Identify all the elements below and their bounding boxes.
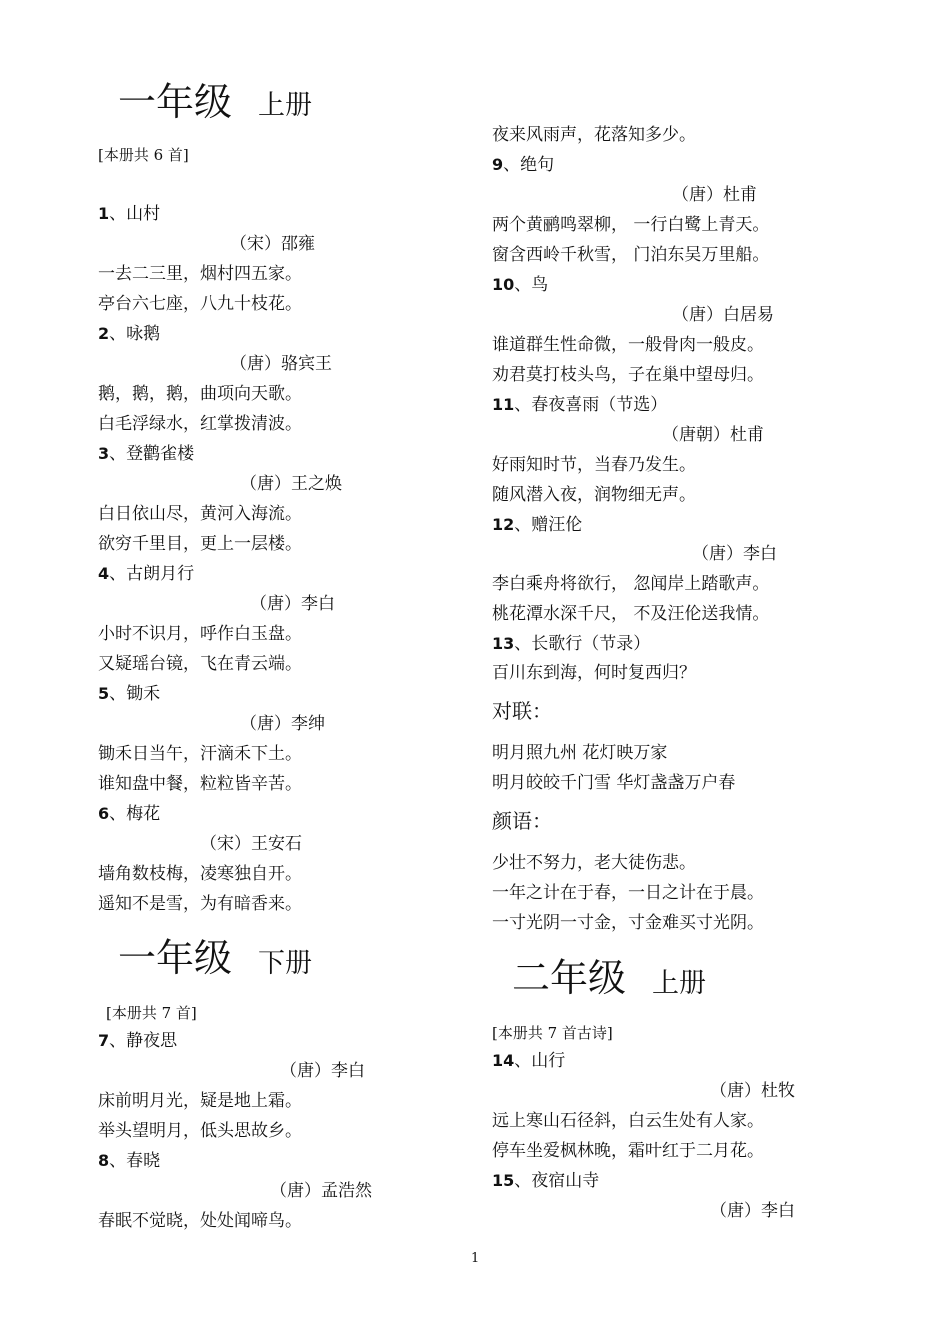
poem-number: 15 (492, 1171, 515, 1190)
poem-heading (492, 633, 650, 655)
poem-line: 床前明月光，疑是地上霜。 (98, 1091, 302, 1111)
poem-number: 10 (492, 275, 515, 294)
poem-title: 、鸟 (514, 275, 549, 295)
poem-count: [本册共 7 首古诗] (492, 1024, 613, 1042)
poem-heading (492, 154, 554, 176)
poem-line: 谁道群生性命微，一般骨肉一般皮。 (492, 335, 764, 355)
poem-title: 、夜宿山寺 (514, 1171, 600, 1191)
poem-line: 夜来风雨声，花落知多少。 (492, 125, 696, 145)
poem-title: 、山行 (514, 1051, 566, 1071)
poem-author: （唐）杜甫 (672, 185, 757, 205)
poem-title: 、咏鹅 (109, 324, 161, 344)
poem-number: 14 (492, 1051, 515, 1070)
poem-line: 春眠不觉晓，处处闻啼鸟。 (98, 1211, 302, 1231)
poem-title: 、山村 (109, 204, 161, 224)
poem-author: （唐）杜牧 (710, 1081, 795, 1101)
poem-line: 遥知不是雪，为有暗香来。 (98, 894, 302, 914)
poem-number: 8 (98, 1151, 110, 1170)
poem-author: （宋）邵雍 (230, 234, 315, 254)
poem-author: （宋）王安石 (200, 834, 302, 854)
poem-line: 一去二三里，烟村四五家。 (98, 264, 302, 284)
poem-line: 又疑瑶台镜，飞在青云端。 (98, 654, 302, 674)
poem-count: [本册共 7 首] (106, 1004, 197, 1022)
poem-heading (98, 1150, 160, 1172)
poem-title: 、锄禾 (109, 684, 161, 704)
poem-heading (98, 803, 160, 825)
proverb-line: 一年之计在于春，一日之计在于晨。 (492, 883, 764, 903)
poem-heading (492, 514, 582, 536)
couplets-heading: 对联： (492, 699, 552, 723)
poem-line: 李白乘舟将欲行， 忽闻岸上踏歌声。 (492, 574, 770, 594)
poem-line: 随风潜入夜，润物细无声。 (492, 485, 696, 505)
poem-title: 、长歌行（节录） (514, 634, 651, 654)
poem-line: 白毛浮绿水，红掌拨清波。 (98, 414, 302, 434)
couplet-line: 明月皎皎千门雪 华灯盏盏万户春 (492, 773, 736, 793)
poem-title: 、绝句 (503, 155, 555, 175)
poem-line: 停车坐爱枫林晚，霜叶红于二月花。 (492, 1141, 764, 1161)
poem-line: 两个黄鹂鸣翠柳， 一行白鹭上青天。 (492, 215, 770, 235)
poem-author: （唐）王之焕 (240, 474, 342, 494)
poem-line: 好雨知时节，当春乃发生。 (492, 455, 696, 475)
section-volume-title: 上册 (652, 968, 706, 999)
poem-number: 9 (492, 155, 504, 174)
poem-heading (98, 563, 194, 585)
poem-line: 谁知盘中餐，粒粒皆辛苦。 (98, 774, 302, 794)
poem-heading (98, 203, 160, 225)
poem-number: 12 (492, 515, 515, 534)
poem-author: （唐）李白 (280, 1061, 365, 1081)
poem-line: 白日依山尽，黄河入海流。 (98, 504, 302, 524)
section-grade-title: 一年级 (118, 936, 233, 980)
poem-author: （唐）李白 (692, 544, 777, 564)
poem-number: 2 (98, 324, 110, 343)
poem-number: 6 (98, 804, 110, 823)
poem-line: 欲穷千里目，更上一层楼。 (98, 534, 302, 554)
poem-number: 11 (492, 395, 515, 414)
poem-line: 亭台六七座，八九十枝花。 (98, 294, 302, 314)
poem-heading (98, 323, 160, 345)
poem-author: （唐）李白 (710, 1201, 795, 1221)
poem-heading (98, 683, 160, 705)
poem-heading (492, 274, 548, 296)
poem-line: 远上寒山石径斜，白云生处有人家。 (492, 1111, 764, 1131)
poem-line: 小时不识月，呼作白玉盘。 (98, 624, 302, 644)
couplet-line: 明月照九州 花灯映万家 (492, 743, 668, 763)
section-grade-title: 一年级 (118, 80, 233, 124)
poem-line: 窗含西岭千秋雪， 门泊东吴万里船。 (492, 245, 770, 265)
poem-line: 劝君莫打枝头鸟，子在巢中望母归。 (492, 365, 764, 385)
poem-line: 锄禾日当午，汗滴禾下土。 (98, 744, 302, 764)
poem-heading (492, 1050, 565, 1072)
section-volume-title: 上册 (258, 90, 312, 121)
poem-line: 举头望明月，低头思故乡。 (98, 1121, 302, 1141)
poem-author: （唐）李绅 (240, 714, 325, 734)
poem-title: 、登鹳雀楼 (109, 444, 195, 464)
poem-author: （唐）孟浩然 (270, 1181, 372, 1201)
section-volume-title: 下册 (258, 948, 312, 979)
poem-number: 7 (98, 1031, 110, 1050)
section-grade-title: 二年级 (512, 956, 627, 1000)
poem-number: 3 (98, 444, 110, 463)
poem-line: 鹅，鹅，鹅，曲项向天歌。 (98, 384, 302, 404)
proverb-line: 少壮不努力，老大徒伤悲。 (492, 853, 696, 873)
poem-number: 1 (98, 204, 110, 223)
proverbs-heading: 颜语： (492, 809, 552, 833)
proverb-line: 一寸光阴一寸金，寸金难买寸光阴。 (492, 913, 764, 933)
poem-heading (492, 1170, 599, 1192)
poem-heading (98, 443, 194, 465)
poem-heading (98, 1030, 177, 1052)
poem-count: [本册共 6 首] (98, 146, 189, 164)
poem-line: 百川东到海，何时复西归？ (492, 663, 696, 683)
poem-number: 5 (98, 684, 110, 703)
poem-number: 4 (98, 564, 110, 583)
poem-title: 、梅花 (109, 804, 161, 824)
poem-author: （唐）白居易 (672, 305, 774, 325)
poem-title: 、春晓 (109, 1151, 161, 1171)
poem-line: 桃花潭水深千尺， 不及汪伦送我情。 (492, 604, 770, 624)
poem-line: 墙角数枝梅，凌寒独自开。 (98, 864, 302, 884)
poem-heading (492, 394, 667, 416)
poem-author: （唐）骆宾王 (230, 354, 332, 374)
poem-author: （唐）李白 (250, 594, 335, 614)
poem-author: （唐朝）杜甫 (662, 425, 764, 445)
poem-title: 、静夜思 (109, 1031, 178, 1051)
poem-title: 、春夜喜雨（节选） (514, 395, 668, 415)
poem-title: 、古朗月行 (109, 564, 195, 584)
page-number: 1 (471, 1251, 480, 1266)
poem-title: 、赠汪伦 (514, 515, 583, 535)
poem-number: 13 (492, 634, 515, 653)
